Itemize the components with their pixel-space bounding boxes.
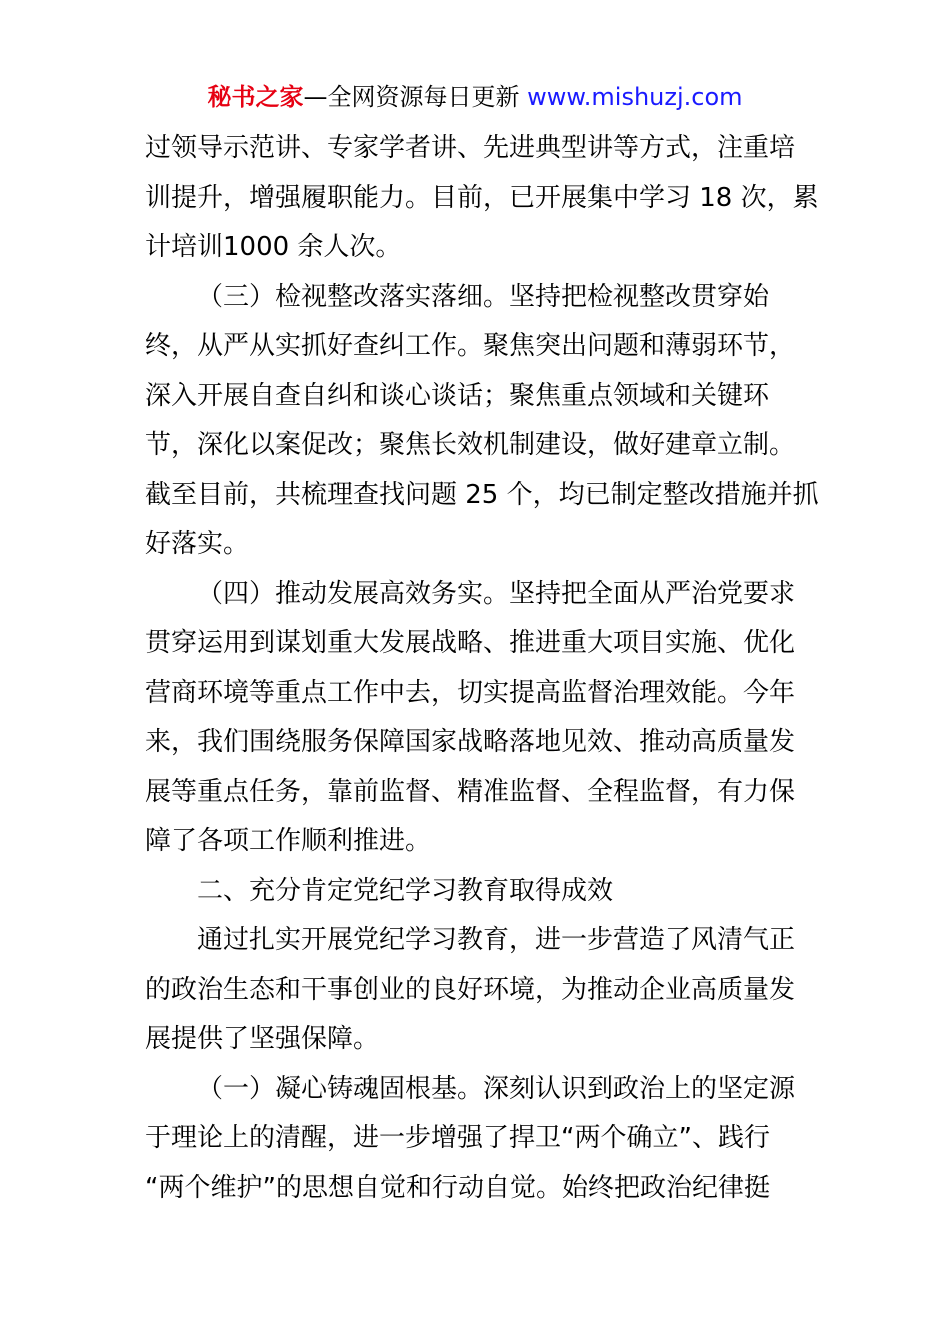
- section-heading-line: （三）检视整改落实落细。坚持把检视整改贯穿始: [197, 281, 770, 312]
- text-line: 好落实。: [145, 529, 250, 559]
- text-line: 节，深化以案促改；聚焦长效机制建设，做好建章立制。: [145, 430, 796, 460]
- text-line: 于理论上的清醒，进一步增强了捍卫“两个确立”、践行: [145, 1123, 770, 1153]
- brand-name: 秘书之家: [207, 83, 304, 111]
- site-header: [0, 80, 950, 114]
- document-body: [145, 124, 819, 1213]
- text-line: 训提升，增强履职能力。目前，已开展集中学习 18 次，累: [145, 182, 819, 213]
- text-line: “两个维护”的思想自觉和行动自觉。始终把政治纪律挺: [145, 1172, 770, 1203]
- text-line: 展等重点任务，靠前监督、精准监督、全程监督，有力保: [145, 776, 796, 807]
- text-line: 障了各项工作顺利推进。: [145, 826, 432, 856]
- site-url-link[interactable]: www.mishuzj.com: [519, 83, 743, 111]
- text-line: 来，我们围绕服务保障国家战略落地见效、推动高质量发: [145, 727, 796, 757]
- text-line: 过领导示范讲、专家学者讲、先进典型讲等方式，注重培: [145, 133, 796, 163]
- text-line: 展提供了坚强保障。: [145, 1024, 380, 1054]
- text-line: 计培训1000 余人次。: [145, 232, 402, 262]
- paragraph-start-line: 通过扎实开展党纪学习教育，进一步营造了风清气正: [197, 925, 796, 955]
- chapter-heading: 二、充分肯定党纪学习教育取得成效: [197, 875, 614, 906]
- section-heading-line: （一）凝心铸魂固根基。深刻认识到政治上的坚定源: [197, 1073, 796, 1104]
- text-line: 营商环境等重点工作中去，切实提高监督治理效能。今年: [145, 677, 796, 708]
- section-heading-line: （四）推动发展高效务实。坚持把全面从严治党要求: [197, 578, 796, 609]
- text-line: 截至目前，共梳理查找问题 25 个，均已制定整改措施并抓: [145, 479, 819, 510]
- text-line: 终，从严从实抓好查纠工作。聚焦突出问题和薄弱环节，: [145, 331, 796, 361]
- text-line: 贯穿运用到谋划重大发展战略、推进重大项目实施、优化: [145, 628, 796, 658]
- header-tagline: —全网资源每日更新: [303, 83, 520, 111]
- text-line: 深入开展自查自纠和谈心谈话；聚焦重点领域和关键环: [145, 380, 770, 411]
- text-line: 的政治生态和干事创业的良好环境，为推动企业高质量发: [145, 974, 796, 1005]
